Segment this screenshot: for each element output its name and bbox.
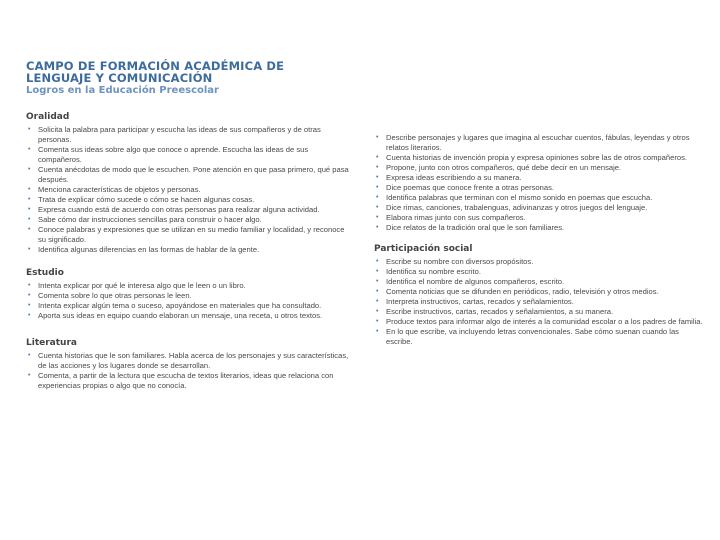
list-item-text: Conoce palabras y expresiones que se utilizan en su medio familiar y localidad, y reconoce su significado. [38, 225, 345, 244]
section-title-literatura: Literatura [26, 338, 77, 348]
list-item-text: Dice rimas, canciones, trabalenguas, adivinanzas y otros juegos del lenguaje. [386, 203, 648, 212]
list-item [26, 351, 354, 371]
bullet-icon: • [376, 298, 379, 305]
bullet-icon: • [376, 328, 379, 335]
bullet-icon: • [28, 302, 31, 309]
bullet-icon: • [28, 126, 31, 133]
list-item [26, 165, 354, 185]
list-item [26, 145, 354, 165]
oralidad-list-left [26, 125, 354, 255]
literatura-list [26, 351, 354, 391]
bullet-icon: • [376, 174, 379, 181]
left-column [26, 111, 354, 391]
list-item-text: En lo que escribe, va incluyendo letras convencionales. Sabe cómo suenan cuando las escribe. [386, 327, 679, 346]
list-item-text: Sabe cómo dar instrucciones sencillas para construir o hacer algo. [38, 215, 262, 224]
bullet-icon: • [28, 226, 31, 233]
list-item-text: Cuenta anécdotas de modo que le escuchen. Pone atención en que pasa primero, qué pasa después. [38, 165, 349, 184]
list-item [26, 185, 354, 195]
bullet-icon: • [376, 318, 379, 325]
bullet-icon: • [28, 146, 31, 153]
list-item [26, 281, 354, 291]
list-item-text: Intenta explicar algún tema o suceso, apoyándose en materiales que ha consultado. [38, 301, 322, 310]
list-item [374, 287, 704, 297]
page-title-line-2: LENGUAJE Y COMUNICACIÓN [26, 70, 213, 85]
list-item [374, 297, 704, 307]
oralidad-list-right [374, 133, 704, 233]
list-item-text: Comenta sobre lo que otras personas le leen. [38, 291, 192, 300]
participacion-list [374, 257, 704, 347]
bullet-icon: • [28, 246, 31, 253]
list-item [374, 183, 704, 193]
bullet-icon: • [376, 308, 379, 315]
right-column [374, 133, 704, 347]
list-item [26, 291, 354, 301]
bullet-icon: • [376, 134, 379, 141]
list-item [374, 257, 704, 267]
list-item [374, 307, 704, 317]
bullet-icon: • [376, 214, 379, 221]
estudio-list [26, 281, 354, 321]
list-item [26, 371, 354, 391]
list-item [26, 215, 354, 225]
bullet-icon: • [376, 204, 379, 211]
list-item [374, 277, 704, 287]
list-item-text: Comenta, a partir de la lectura que escucha de textos literarios, ideas que relaciona con experiencias propias o algo que no conocía. [38, 371, 334, 390]
list-item-text: Comenta noticias que se difunden en periódicos, radio, televisión y otros medios. [386, 287, 659, 296]
bullet-icon: • [28, 206, 31, 213]
list-item-text: Escribe instructivos, cartas, recados y señalamientos, a su manera. [386, 307, 614, 316]
bullet-icon: • [28, 312, 31, 319]
list-item-text: Escribe su nombre con diversos propósitos. [386, 257, 534, 266]
document-header [26, 61, 346, 97]
list-item-text: Identifica el nombre de algunos compañeros, escrito. [386, 277, 565, 286]
bullet-icon: • [376, 154, 379, 161]
bullet-icon: • [28, 352, 31, 359]
list-item-text: Expresa ideas escribiendo a su manera. [386, 173, 522, 182]
list-item [374, 327, 704, 347]
list-item-text: Identifica palabras que terminan con el mismo sonido en poemas que escucha. [386, 193, 653, 202]
bullet-icon: • [28, 282, 31, 289]
bullet-icon: • [28, 166, 31, 173]
section-title-participacion-social: Participación social [374, 244, 473, 254]
list-item [26, 245, 354, 255]
list-item-text: Aporta sus ideas en equipo cuando elaboran un mensaje, una receta, u otros textos. [38, 311, 323, 320]
list-item [26, 311, 354, 321]
list-item-text: Expresa cuando está de acuerdo con otras personas para realizar alguna actividad. [38, 205, 320, 214]
list-item [374, 133, 704, 153]
page-subtitle: Logros en la Educación Preescolar [26, 85, 219, 96]
list-item [374, 267, 704, 277]
bullet-icon: • [376, 164, 379, 171]
list-item-text: Identifica algunas diferencias en las formas de hablar de la gente. [38, 245, 260, 254]
list-item-text: Elabora rimas junto con sus compañeros. [386, 213, 526, 222]
bullet-icon: • [376, 184, 379, 191]
bullet-icon: • [28, 216, 31, 223]
list-item [374, 173, 704, 183]
bullet-icon: • [376, 224, 379, 231]
section-title-estudio: Estudio [26, 268, 64, 278]
list-item-text: Interpreta instructivos, cartas, recados y señalamientos. [386, 297, 574, 306]
list-item [26, 205, 354, 215]
bullet-icon: • [376, 278, 379, 285]
list-item-text: Dice poemas que conoce frente a otras personas. [386, 183, 555, 192]
list-item-text: Identifica su nombre escrito. [386, 267, 481, 276]
bullet-icon: • [28, 186, 31, 193]
list-item-text: Solicita la palabra para participar y escucha las ideas de sus compañeros y de otras personas. [38, 125, 321, 144]
list-item [26, 301, 354, 311]
list-item-text: Comenta sus ideas sobre algo que conoce o aprende. Escucha las ideas de sus compañeros. [38, 145, 309, 164]
bullet-icon: • [376, 268, 379, 275]
list-item-text: Intenta explicar por qué le interesa algo que le leen o un libro. [38, 281, 246, 290]
list-item [374, 153, 704, 163]
list-item [374, 317, 704, 327]
list-item [374, 223, 704, 233]
list-item-text: Menciona características de objetos y personas. [38, 185, 201, 194]
list-item [374, 203, 704, 213]
section-title-oralidad: Oralidad [26, 112, 70, 122]
list-item [374, 193, 704, 203]
list-item-text: Cuenta historias que le son familiares. Habla acerca de los personajes y sus características, de las acciones y los lugares donde se desarrollan. [38, 351, 349, 370]
bullet-icon: • [28, 372, 31, 379]
list-item [374, 163, 704, 173]
bullet-icon: • [376, 288, 379, 295]
list-item [26, 195, 354, 205]
list-item-text: Cuenta historias de invención propia y expresa opiniones sobre las de otros compañeros. [386, 153, 687, 162]
page-title-line-1: CAMPO DE FORMACIÓN ACADÉMICA DE [26, 59, 285, 73]
list-item-text: Trata de explicar cómo sucede o cómo se hacen algunas cosas. [38, 195, 255, 204]
bullet-icon: • [376, 194, 379, 201]
list-item [26, 125, 354, 145]
list-item-text: Describe personajes y lugares que imagina al escuchar cuentos, fábulas, leyendas y otros relatos literarios. [386, 133, 690, 152]
list-item [374, 213, 704, 223]
bullet-icon: • [28, 196, 31, 203]
bullet-icon: • [28, 292, 31, 299]
list-item [26, 225, 354, 245]
list-item-text: Produce textos para informar algo de interés a la comunidad escolar o a los padres de familia. [386, 317, 703, 326]
list-item-text: Dice relatos de la tradición oral que le son familiares. [386, 223, 565, 232]
bullet-icon: • [376, 258, 379, 265]
list-item-text: Propone, junto con otros compañeros, qué debe decir en un mensaje. [386, 163, 622, 172]
